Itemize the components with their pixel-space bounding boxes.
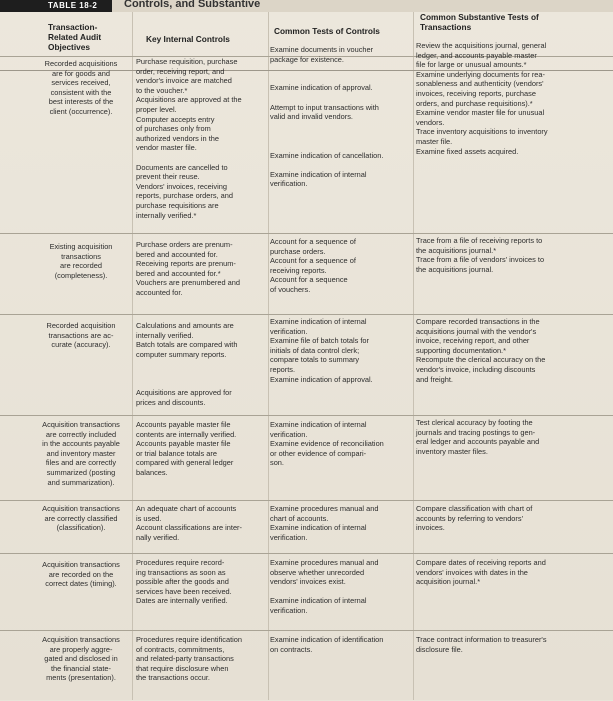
controls-cell: An adequate chart of accounts is used. Account classifications are inter- nally verified.: [136, 504, 242, 542]
substantive-cell: Trace contract information to treasurer's disclosure file.: [416, 635, 547, 654]
table-row: [0, 500, 613, 553]
substantive-cell: Compare dates of receiving reports and vendors' invoices with dates in the acquisition journal.*: [416, 558, 546, 587]
objective-cell: Existing acquisition transactions are recorded (completeness).: [49, 242, 113, 280]
tests-cell: Examine documents in voucher package for existence. Examine indication of approval. Attempt to input transactions with valid and invalid vendors. Examine indication of cancellation. Examine indication of internal verification.: [270, 45, 384, 189]
objective-cell: Acquisition transactions are correctly included in the accounts payable and inventory master files and are correctly summarized (posting and summarization).: [42, 420, 120, 487]
header-objectives: Transaction- Related Audit Objectives: [48, 22, 102, 52]
controls-cell: Purchase requisition, purchase order, receiving report, and vendor's invoice are matched to the voucher.* Acquisitions are approved at the proper level. Computer accepts entry of purchases only from authorized vendors in the vendor master file. Documents are cancelled to prevent their reuse. Vendors' invoices, receiving reports, purchase orders, and purchase requisitions are internally verified.*: [136, 57, 242, 220]
header-tests-of-controls: Common Tests of Controls: [274, 26, 380, 36]
objective-cell: Acquisition transactions are correctly classified (classification).: [42, 504, 120, 533]
objective-cell: Acquisition transactions are properly aggre- gated and disclosed in the financial state- ments (presentation).: [42, 635, 120, 683]
tests-cell: Examine indication of internal verification. Examine evidence of reconciliation or other evidence of compari- son.: [270, 420, 384, 468]
table-row: [0, 233, 613, 314]
substantive-cell: Compare recorded transactions in the acquisitions journal with the vendor's invoice, receiving report, and other supporting documentation.* Recompute the clerical accuracy on the vendor's invoice, including discounts and freight.: [416, 317, 546, 384]
tests-cell: Examine indication of internal verification. Examine file of batch totals for initials of data control clerk; compare totals to summary reports. Examine indication of approval.: [270, 317, 373, 384]
table-row: [0, 41, 613, 232]
controls-cell: Purchase orders are prenum- bered and accounted for. Receiving reports are prenum- bered and accounted for.* Vouchers are prenumbered and accounted for.: [136, 240, 240, 297]
controls-cell: Accounts payable master file contents are internally verified. Accounts payable master file or trial balance totals are compared with general ledger balances.: [136, 420, 237, 477]
table-title: Controls, and Substantive: [124, 0, 261, 10]
tests-cell: Examine procedures manual and chart of accounts. Examine indication of internal verification.: [270, 504, 379, 542]
table-number: TABLE 18-2: [0, 0, 112, 12]
header-substantive-tests: Common Substantive Tests of Transactions: [420, 12, 539, 32]
controls-cell: Calculations and amounts are internally verified. Batch totals are compared with computer summary reports. Acquisitions are approved for prices and discounts.: [136, 321, 238, 407]
objective-cell: Recorded acquisitions are for goods and services received, consistent with the best interests of the client (occurrence).: [44, 59, 118, 116]
objective-cell: Acquisition transactions are recorded on the correct dates (timing).: [42, 560, 120, 589]
table-row: [0, 630, 613, 701]
objective-cell: Recorded acquisition transactions are ac- curate (accuracy).: [46, 321, 116, 350]
table-row: [0, 415, 613, 500]
table-row: [0, 314, 613, 415]
table-title-bar: [0, 0, 613, 12]
table-row: [0, 553, 613, 630]
controls-cell: Procedures require identification of contracts, commitments, and related-party transactions that require disclosure when the transactions occur.: [136, 635, 242, 683]
substantive-cell: Test clerical accuracy by footing the journals and tracing postings to gen- eral ledger and accounts payable and inventory master files.: [416, 418, 540, 456]
header-controls: Key Internal Controls: [146, 34, 230, 44]
tests-cell: Examine procedures manual and observe whether unrecorded vendors' invoices exist. Examine indication of internal verification.: [270, 558, 379, 615]
substantive-cell: Trace from a file of receiving reports to the acquisitions journal.* Trace from a file of vendors' invoices to the acquisitions journal.: [416, 236, 545, 274]
substantive-cell: Compare classification with chart of accounts by referring to vendors' invoices.: [416, 504, 533, 533]
substantive-cell: Review the acquisitions journal, general ledger, and accounts payable master file for large or unusual amounts.* Examine underlying documents for rea- sonableness and authenticity (vendors' invoices, receiving reports, purchase orders, and purchase requisitions).* Examine vendor master file for unusual vendors. Trace inventory acquisitions to inventory master file. Examine fixed assets acquired.: [416, 41, 548, 156]
controls-cell: Procedures require record- ing transactions as soon as possible after the goods and services have been received. Dates are internally verified.: [136, 558, 232, 606]
tests-cell: Account for a sequence of purchase orders. Account for a sequence of receiving reports. Account for a sequence of vouchers.: [270, 237, 356, 294]
tests-cell: Examine indication of identification on contracts.: [270, 635, 384, 654]
